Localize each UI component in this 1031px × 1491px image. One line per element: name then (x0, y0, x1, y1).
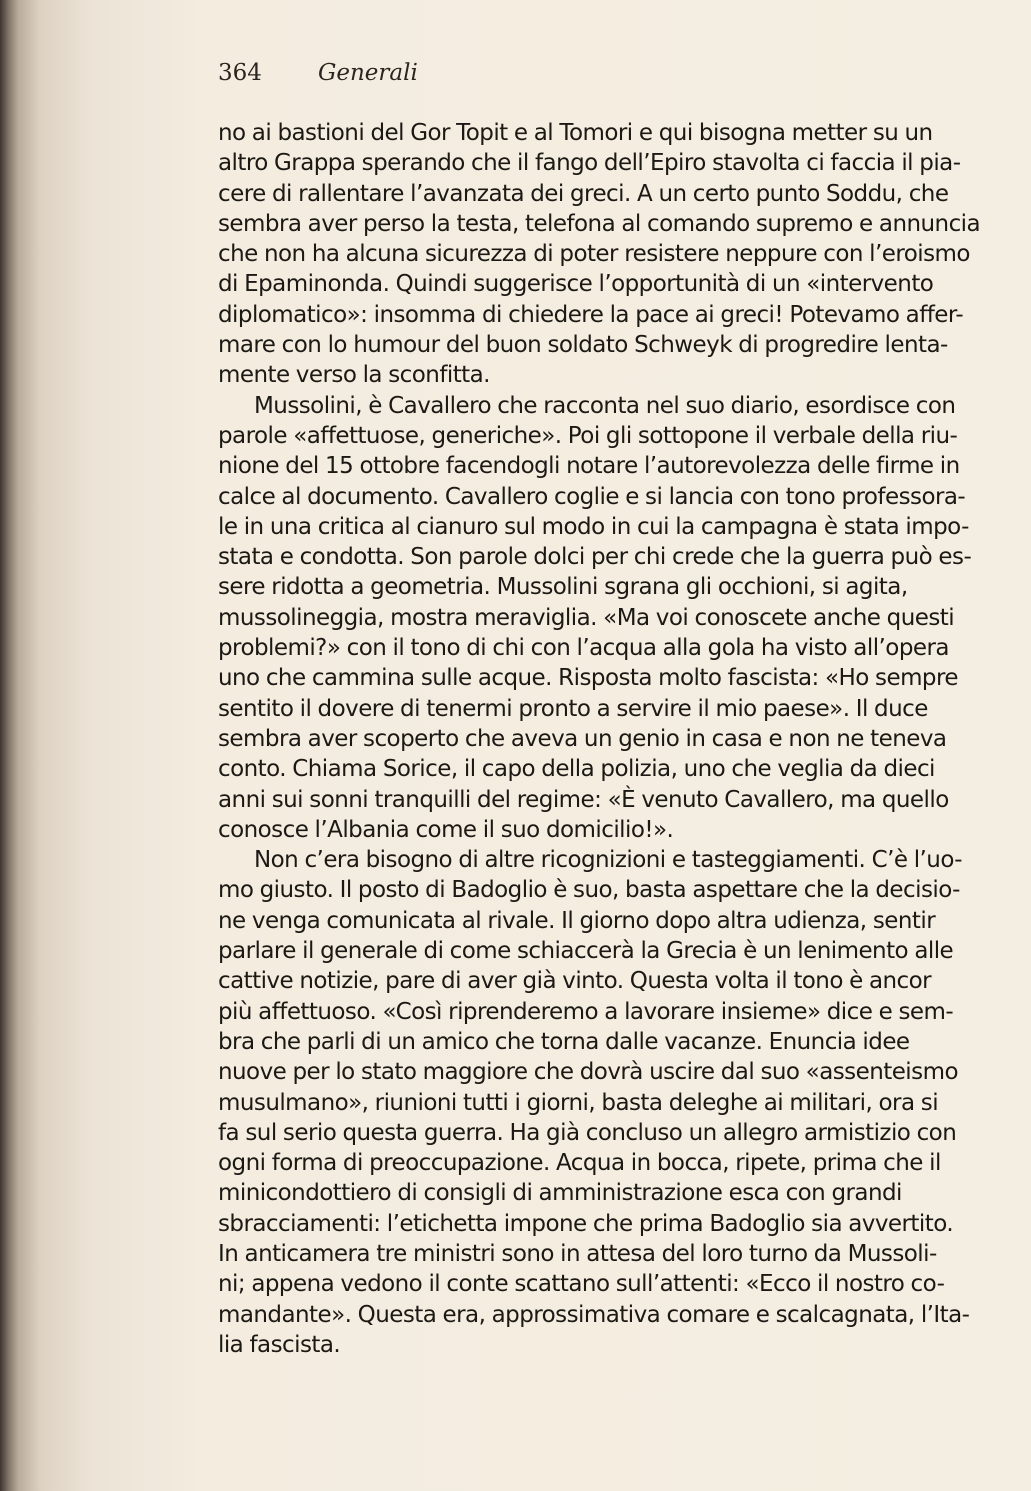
section-title: Generali (318, 60, 418, 86)
text-line: conto. Chiama Sorice, il capo della polizia, uno che veglia da dieci (218, 756, 935, 783)
body-text (218, 118, 1031, 1360)
text-line: stata e condotta. Son parole dolci per chi crede che la guerra può es- (218, 544, 972, 571)
text-line: di Epaminonda. Quindi suggerisce l’opportunità di un «intervento (218, 271, 934, 298)
text-line: conosce l’Albania come il suo domicilio!». (218, 816, 674, 843)
text-line: le in una critica al cianuro sul modo in cui la campagna è stata impo- (218, 513, 969, 540)
text-line: In anticamera tre ministri sono in attesa del loro turno da Mussoli- (218, 1240, 937, 1267)
page-number: 364 (218, 60, 262, 86)
text-line: nuove per lo stato maggiore che dovrà uscire dal suo «assenteismo (218, 1059, 958, 1086)
text-line: sembra aver scoperto che aveva un genio in casa e non ne teneva (218, 725, 947, 752)
text-line: nione del 15 ottobre facendogli notare l’autorevolezza delle firme in (218, 453, 960, 480)
text-line: diplomatico»: insomma di chiedere la pace ai greci! Potevamo affer- (218, 301, 964, 328)
text-line: problemi?» con il tono di chi con l’acqua alla gola ha visto all’opera (218, 635, 949, 662)
text-line: sbracciamenti: l’etichetta impone che prima Badoglio sia avvertito. (218, 1210, 954, 1237)
text-line: ne venga comunicata al rivale. Il giorno dopo altra udienza, sentir (218, 907, 936, 934)
text-line: fa sul serio questa guerra. Ha già concluso un allegro armistizio con (218, 1119, 957, 1146)
text-line: che non ha alcuna sicurezza di poter resistere neppure con l’eroismo (218, 241, 970, 268)
text-line: parlare il generale di come schiaccerà la Grecia è un lenimento alle (218, 938, 954, 965)
text-line: mare con lo humour del buon soldato Schweyk di progredire lenta- (218, 332, 948, 359)
text-line: sentito il dovere di tenermi pronto a servire il mio paese». Il duce (218, 695, 928, 722)
text-line: sere ridotta a geometria. Mussolini sgrana gli occhioni, si agita, (218, 574, 908, 601)
text-line: ogni forma di preoccupazione. Acqua in bocca, ripete, prima che il (218, 1150, 941, 1177)
text-line: altro Grappa sperando che il fango dell’Epiro stavolta ci faccia il pia- (218, 150, 961, 177)
text-line: sembra aver perso la testa, telefona al comando supremo e annuncia (218, 210, 981, 237)
paragraph-first-line: Non c’era bisogno di altre ricognizioni e tasteggiamenti. C’è l’uo- (254, 847, 963, 874)
text-line: calce al documento. Cavallero coglie e si lancia con tono professora- (218, 483, 966, 510)
text-line: cere di rallentare l’avanzata dei greci. A un certo punto Soddu, che (218, 180, 949, 207)
text-line: mente verso la sconfitta. (218, 362, 490, 389)
text-line: lia fascista. (218, 1331, 341, 1358)
text-line: no ai bastioni del Gor Topit e al Tomori e qui bisogna metter su un (218, 120, 933, 146)
text-line: ni; appena vedono il conte scattano sull’attenti: «Ecco il nostro co- (218, 1271, 945, 1298)
text-line: cattive notizie, pare di aver già vinto. Questa volta il tono è ancor (218, 968, 932, 995)
text-line: bra che parli di un amico che torna dalle vacanze. Enuncia idee (218, 1028, 910, 1055)
text-line: mo giusto. Il posto di Badoglio è suo, basta aspettare che la decisio- (218, 877, 960, 904)
text-line: mandante». Questa era, approssimativa comare e scalcagnata, l’Ita- (218, 1301, 970, 1328)
text-line: mussolineggia, mostra meraviglia. «Ma voi conoscete anche questi (218, 604, 955, 631)
text-line: anni sui sonni tranquilli del regime: «È venuto Cavallero, ma quello (218, 786, 949, 813)
text-line: parole «affettuose, generiche». Poi gli sottopone il verbale della riu- (218, 422, 958, 449)
running-header (218, 60, 418, 86)
text-line: uno che cammina sulle acque. Risposta molto fascista: «Ho sempre (218, 665, 958, 692)
text-line: musulmano», riunioni tutti i giorni, basta deleghe ai militari, ora si (218, 1089, 939, 1116)
text-line: più affettuoso. «Così riprenderemo a lavorare insieme» dice e sem- (218, 998, 954, 1025)
paragraph-first-line: Mussolini, è Cavallero che racconta nel suo diario, esordisce con (254, 392, 956, 419)
text-line: minicondottiero di consigli di amministrazione esca con grandi (218, 1180, 902, 1207)
